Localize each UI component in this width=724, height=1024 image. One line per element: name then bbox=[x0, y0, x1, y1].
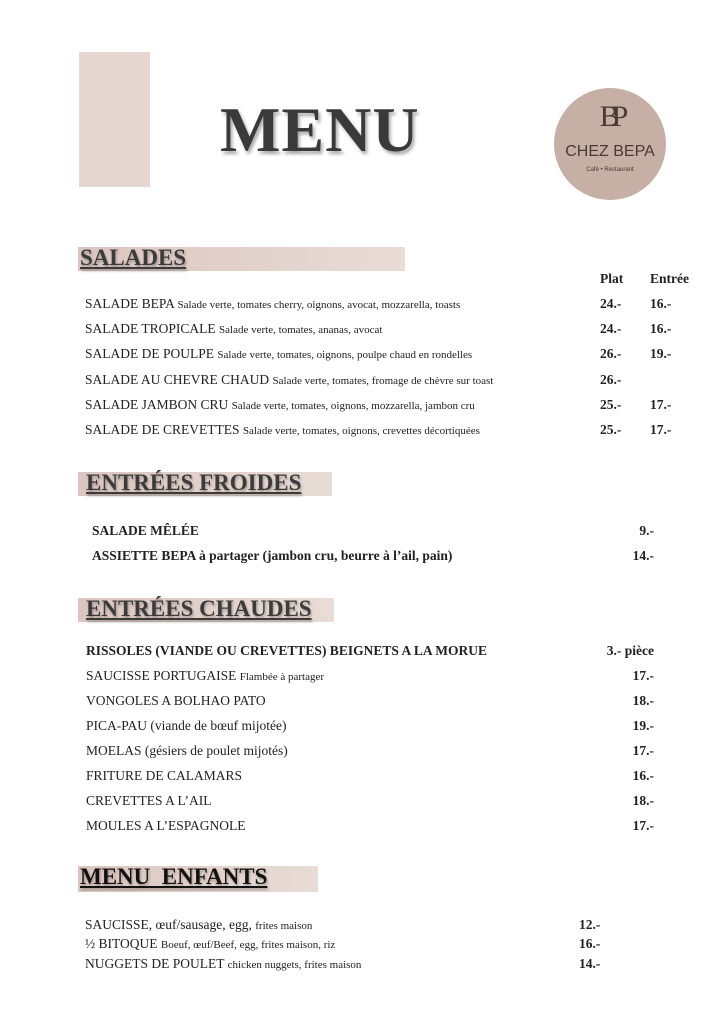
menu-item bbox=[85, 421, 480, 440]
menu-item bbox=[86, 742, 288, 760]
item-price: 16.- bbox=[632, 768, 654, 783]
menu-item bbox=[86, 817, 246, 835]
item-name: SALADE AU CHEVRE CHAUD bbox=[85, 372, 270, 387]
item-price: 17.- bbox=[632, 818, 654, 833]
item-price-plat: 24.- bbox=[600, 321, 622, 336]
menu-item bbox=[85, 396, 475, 415]
item-price: 17.- bbox=[632, 743, 654, 758]
menu-item bbox=[86, 667, 324, 686]
item-name: SALADE TROPICALE bbox=[85, 321, 216, 336]
item-name: SALADE JAMBON CRU bbox=[85, 397, 229, 412]
page-title: MENU bbox=[220, 94, 420, 165]
item-price-entree: 19.- bbox=[650, 346, 672, 361]
item-name: ½ BITOQUE bbox=[85, 936, 158, 951]
item-name: SAUCISSE PORTUGAISE bbox=[86, 668, 237, 683]
section-title: SALADES bbox=[80, 245, 187, 270]
logo-subtitle: Café • Restaurant bbox=[586, 167, 634, 173]
item-description: Boeuf, œuf/Beef, egg, frites maison, riz bbox=[160, 939, 336, 951]
item-price-plat: 25.- bbox=[600, 422, 622, 437]
menu-item bbox=[86, 792, 212, 810]
menu-item bbox=[86, 642, 487, 660]
item-name: NUGGETS DE POULET bbox=[85, 956, 225, 971]
item-name: PICA-PAU (viande de bœuf mijotée) bbox=[86, 718, 287, 733]
restaurant-logo bbox=[554, 88, 666, 200]
item-price: 17.- bbox=[632, 668, 654, 683]
menu-item bbox=[92, 547, 452, 565]
item-name: MOELAS (gésiers de poulet mijotés) bbox=[86, 743, 288, 758]
item-description: Salade verte, tomates, ananas, avocat bbox=[219, 324, 383, 336]
item-price: 16.- bbox=[579, 936, 601, 951]
item-price-plat: 25.- bbox=[600, 397, 622, 412]
item-description: Salade verte, tomates cherry, oignons, avocat, mozzarella, toasts bbox=[177, 299, 461, 311]
menu-item bbox=[85, 345, 472, 364]
item-name: RISSOLES (VIANDE OU CREVETTES) BEIGNETS A LA MORUE bbox=[86, 643, 487, 658]
item-price-plat: 26.- bbox=[600, 346, 622, 361]
menu-item bbox=[85, 295, 460, 314]
column-header-plat: Plat bbox=[600, 271, 624, 286]
menu-item bbox=[85, 371, 493, 390]
section-title: ENTRÉES FROIDES bbox=[86, 470, 302, 495]
item-description: Salade verte, tomates, fromage de chèvre sur toast bbox=[272, 375, 494, 387]
menu-item bbox=[85, 955, 361, 974]
item-name: ASSIETTE BEPA à partager (jambon cru, beurre à l’ail, pain) bbox=[92, 548, 453, 563]
item-description: Flambée à partager bbox=[239, 671, 325, 683]
item-description: chicken nuggets, frites maison bbox=[227, 959, 362, 971]
item-price-plat: 26.- bbox=[600, 372, 622, 387]
menu-item bbox=[85, 916, 312, 935]
item-name: MOULES A L’ESPAGNOLE bbox=[86, 818, 246, 833]
item-price-entree: 16.- bbox=[650, 296, 672, 311]
item-price: 12.- bbox=[579, 917, 601, 932]
logo-name: CHEZ BEPA bbox=[565, 143, 655, 160]
item-name: SALADE DE CREVETTES bbox=[85, 422, 240, 437]
menu-item bbox=[86, 692, 266, 710]
item-name: VONGOLES A BOLHAO PATO bbox=[86, 693, 266, 708]
item-price: 14.- bbox=[632, 548, 654, 563]
item-description: frites maison bbox=[255, 920, 313, 932]
item-description: Salade verte, tomates, oignons, poulpe chaud en rondelles bbox=[217, 349, 473, 361]
item-price: 14.- bbox=[579, 956, 601, 971]
item-description: Salade verte, tomates, oignons, mozzarella, jambon cru bbox=[231, 400, 475, 412]
item-description: Salade verte, tomates, oignons, crevettes décortiquées bbox=[242, 425, 480, 437]
item-name: SAUCISSE, œuf/sausage, egg, bbox=[85, 917, 252, 932]
menu-item bbox=[86, 767, 242, 785]
item-name: SALADE DE POULPE bbox=[85, 346, 215, 361]
item-price: 19.- bbox=[632, 718, 654, 733]
item-price: 3.- pièce bbox=[606, 643, 654, 658]
section-title: ENTRÉES CHAUDES bbox=[86, 596, 312, 621]
decorative-block bbox=[79, 52, 150, 187]
item-name: SALADE BEPA bbox=[85, 296, 175, 311]
item-price: 9.- bbox=[639, 523, 654, 538]
item-price: 18.- bbox=[632, 793, 654, 808]
item-price-entree: 17.- bbox=[650, 397, 672, 412]
item-price: 18.- bbox=[632, 693, 654, 708]
logo-monogram: BP bbox=[599, 100, 621, 133]
item-price-plat: 24.- bbox=[600, 296, 622, 311]
section-header-entrees-froides bbox=[78, 472, 332, 496]
menu-item bbox=[85, 935, 335, 954]
item-name: CREVETTES A L’AIL bbox=[86, 793, 212, 808]
item-price-entree: 16.- bbox=[650, 321, 672, 336]
section-title: MENU ENFANTS bbox=[80, 864, 268, 889]
column-header-entree: Entrée bbox=[650, 271, 689, 286]
section-header-menu-enfants bbox=[78, 866, 318, 892]
section-header-salades bbox=[78, 247, 405, 271]
item-price-entree: 17.- bbox=[650, 422, 672, 437]
menu-item bbox=[86, 717, 286, 735]
menu-item bbox=[92, 522, 199, 540]
menu-item bbox=[85, 320, 382, 339]
item-name: SALADE MÊLÉE bbox=[92, 523, 199, 538]
item-name: FRITURE DE CALAMARS bbox=[86, 768, 243, 783]
section-header-entrees-chaudes bbox=[78, 598, 334, 622]
